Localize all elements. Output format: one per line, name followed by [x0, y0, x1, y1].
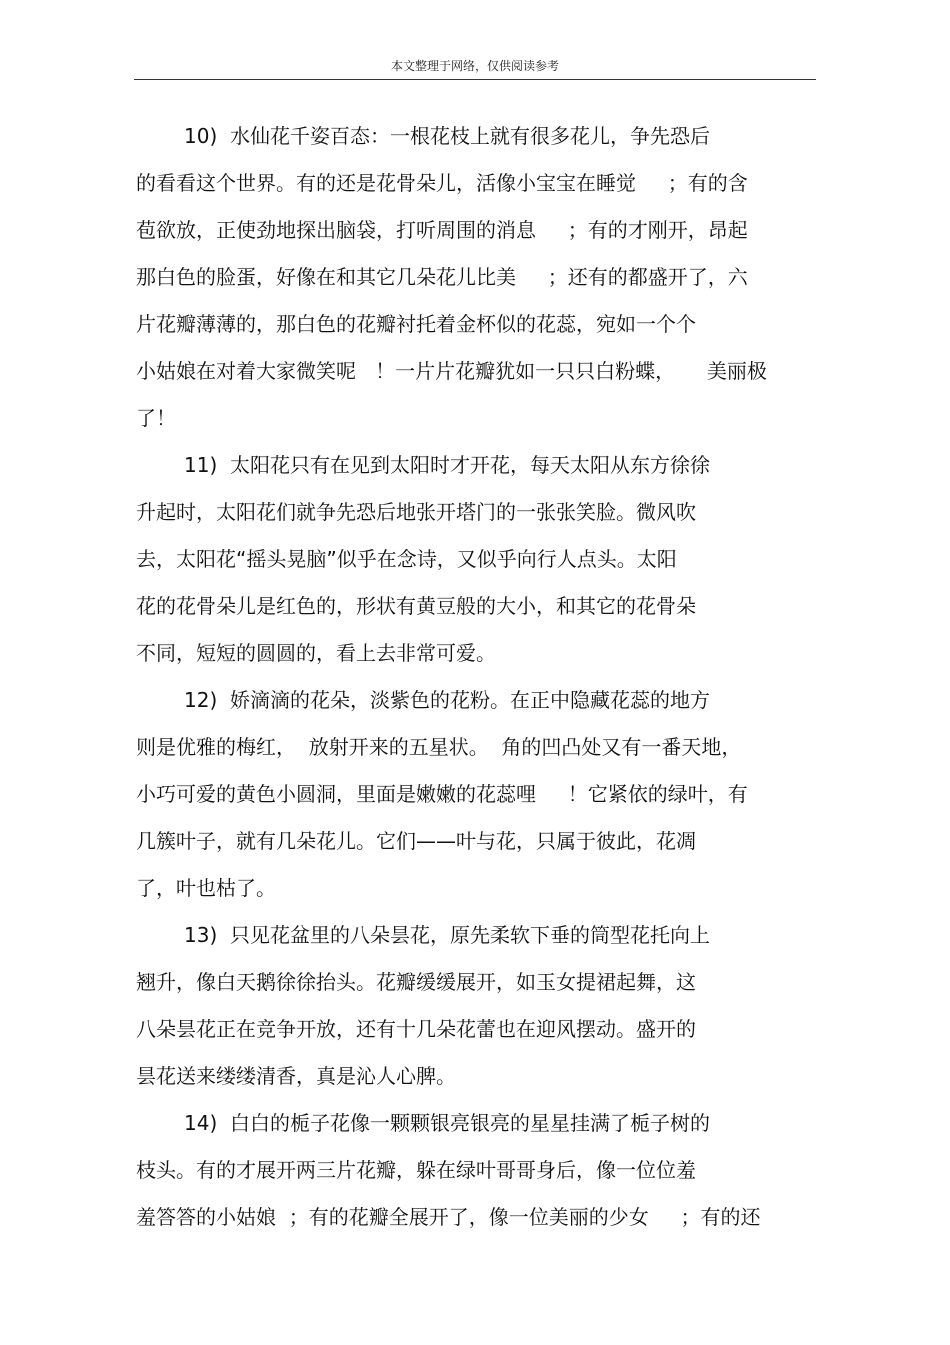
- paragraph-line: 12) 娇滴滴的花朵，淡紫色的花粉。在正中隐藏花蕊的地方: [184, 688, 710, 712]
- paragraph-line: 枝头。有的才展开两三片花瓣，躲在绿叶哥哥身后，像一位位羞: [136, 1158, 696, 1182]
- paragraph-line: 的看看这个世界。有的还是花骨朵儿，活像小宝宝在睡觉 ；有的含: [136, 171, 748, 195]
- paragraph-line: 去，太阳花“摇头晃脑”似乎在念诗，又似乎向行人点头。太阳: [136, 547, 677, 571]
- paragraph-line: 升起时，太阳花们就争先恐后地张开塔门的一张张笑脸。微风吹: [136, 500, 696, 524]
- paragraph-line: 了！: [136, 406, 176, 430]
- paragraph-12: [136, 677, 816, 912]
- paragraph-line: 14) 白白的栀子花像一颗颗银亮银亮的星星挂满了栀子树的: [184, 1111, 710, 1135]
- paragraph-line: 苞欲放，正使劲地探出脑袋，打听周围的消息 ；有的才刚开，昂起: [136, 218, 748, 242]
- paragraph-line: 片花瓣薄薄的，那白色的花瓣衬托着金杯似的花蕊，宛如一个个: [136, 312, 696, 336]
- document-body: [136, 113, 816, 1241]
- paragraph-line: 10) 水仙花千姿百态：一根花枝上就有很多花儿，争先恐后: [184, 124, 710, 148]
- paragraph-line: 那白色的脸蛋，好像在和其它几朵花儿比美 ；还有的都盛开了，六: [136, 265, 748, 289]
- paragraph-14: [136, 1100, 816, 1241]
- page-header-note: 本文整理于网络，仅供阅读参考: [390, 59, 559, 73]
- paragraph-line: 羞答答的小姑娘 ；有的花瓣全展开了，像一位美丽的少女 ；有的还: [136, 1205, 761, 1229]
- paragraph-line: 13) 只见花盆里的八朵昙花，原先柔软下垂的筒型花托向上: [184, 923, 710, 947]
- paragraph-line: 小姑娘在对着大家微笑呢 ！一片片花瓣犹如一只只白粉蝶， 美丽极: [136, 359, 767, 383]
- paragraph-line: 小巧可爱的黄色小圆洞，里面是嫩嫩的花蕊哩 ！它紧依的绿叶，有: [136, 782, 748, 806]
- paragraph-10: [136, 113, 816, 442]
- paragraph-line: 几簇叶子，就有几朵花儿。它们——叶与花，只属于彼此，花凋: [136, 829, 696, 853]
- header-divider: [134, 79, 816, 80]
- paragraph-line: 了，叶也枯了。: [136, 876, 276, 900]
- paragraph-13: [136, 912, 816, 1100]
- paragraph-line: 则是优雅的梅红， 放射开来的五星状。 角的凹凸处又有一番天地，: [136, 735, 742, 759]
- paragraph-line: 不同，短短的圆圆的，看上去非常可爱。: [136, 641, 496, 665]
- paragraph-line: 11) 太阳花只有在见到太阳时才开花，每天太阳从东方徐徐: [184, 453, 710, 477]
- paragraph-line: 昙花送来缕缕清香，真是沁人心脾。: [136, 1064, 456, 1088]
- paragraph-11: [136, 442, 816, 677]
- paragraph-line: 花的花骨朵儿是红色的，形状有黄豆般的大小，和其它的花骨朵: [136, 594, 696, 618]
- paragraph-line: 八朵昙花正在竞争开放，还有十几朵花蕾也在迎风摆动。盛开的: [136, 1017, 696, 1041]
- paragraph-line: 翘升，像白天鹅徐徐抬头。花瓣缓缓展开，如玉女提裙起舞，这: [136, 970, 696, 994]
